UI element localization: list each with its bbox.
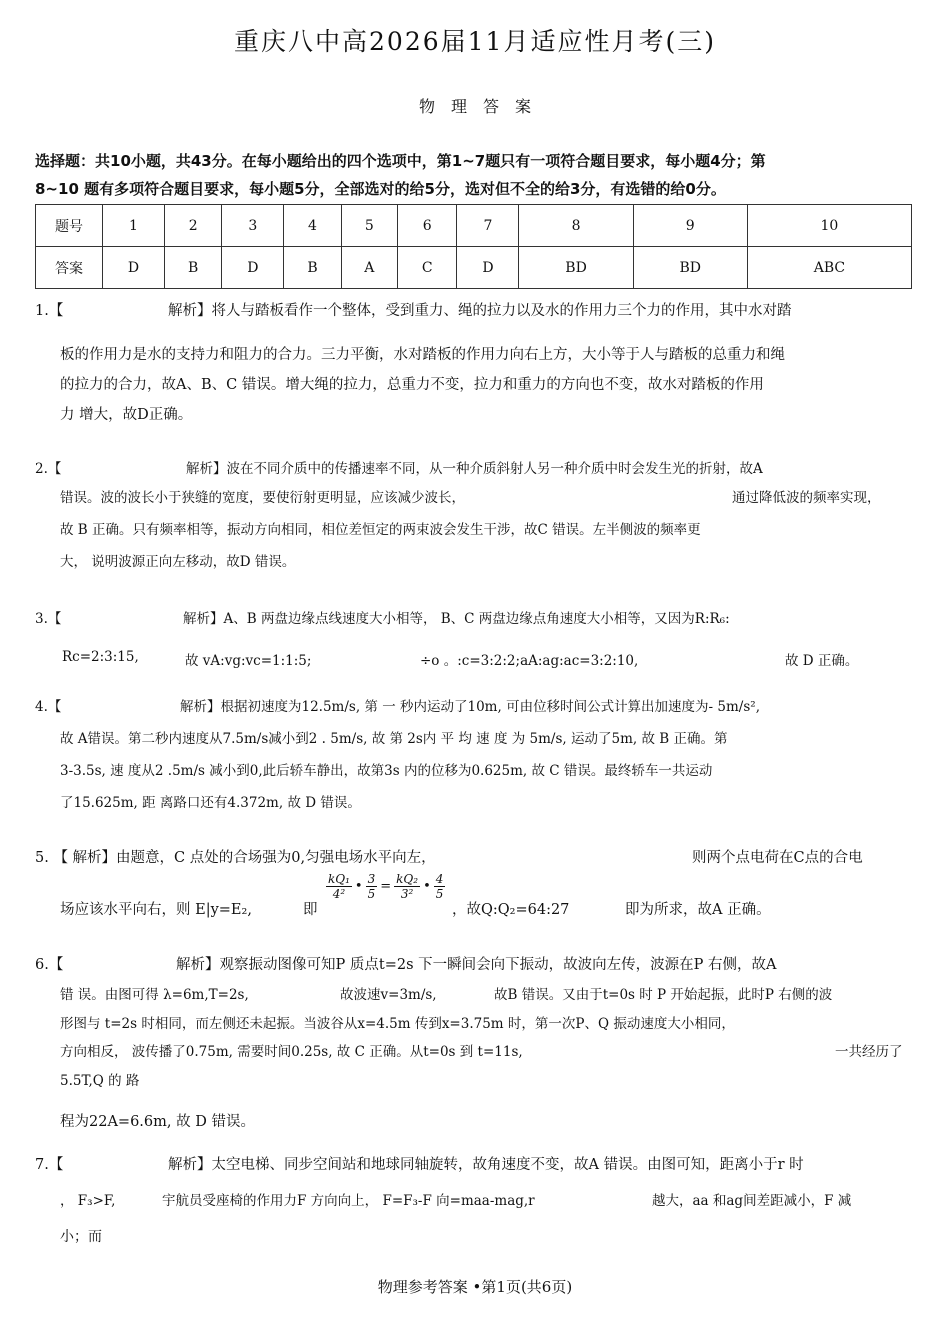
fraction-kq1-over-4sq [326, 872, 352, 901]
multiply-dot: • [354, 879, 363, 894]
q5-line-1a: 5. 【 解析】由题意，C 点处的合场强为0,匀强电场水平向左， [35, 850, 436, 866]
fraction-denominator: 4² [332, 887, 346, 901]
q2-line-1: 解析】波在不同介质中的传播速率不同，从一种介质斜射人另一种介质中时会发生光的折射，故A [186, 461, 763, 477]
q7-line-1: 解析】太空电梯、同步空间站和地球同轴旋转，故角速度不变，故A 错误。由图可知，距离小于r 时 [168, 1157, 804, 1173]
q3-line-1: 解析】A、B 两盘边缘点线速度大小相等， B、C 两盘边缘点角速度大小相等，又因为R:R₆: [183, 611, 730, 627]
q4-line-2: 故 A错误。第二秒内速度从7.5m/s减小到2 . 5m/s, 故 第 2s内 平 均 速 度 为 5m/s, 运动了5m, 故 B 正确。第 [60, 731, 728, 747]
table-cell-number: 2 [165, 205, 222, 247]
table-row-label-answers: 答案 [36, 247, 103, 289]
q6-line-5: 5.5T,Q 的 路 [60, 1073, 140, 1089]
q3-line-2b: 故 vA:vg:vc=1:1:5; [185, 653, 312, 669]
q2-line-4: 大， 说明波源正向左移动，故D 错误。 [60, 554, 296, 570]
q6-line-6: 程为22A=6.6m, 故 D 错误。 [60, 1114, 255, 1130]
q6-line-1: 解析】观察振动图像可知P 质点t=2s 下一瞬间会向下振动，故波向左传，波源在P 右侧，故A [176, 957, 777, 973]
table-cell-number: 1 [103, 205, 165, 247]
intro-line-2: 8~10 题有多项符合题目要求，每小题5分，全部选对的给5分，选对但不全的给3分，有选错的给0分。 [35, 180, 726, 198]
q4-line-1: 解析】根据初速度为12.5m/s, 第 一 秒内运动了10m, 可由位移时间公式计算出加速度为- 5m/s², [180, 699, 760, 715]
q3-line-2a: Rc=2:3:15, [62, 649, 139, 665]
q1-line-2: 板的作用力是水的支持力和阻力的合力。三力平衡，水对踏板的作用力向右上方，大小等于人与踏板的总重力和绳 [60, 347, 785, 363]
q6-number: 6.【 [35, 957, 64, 973]
q6-line-2a: 错 误。由图可得 λ=6m,T=2s, [60, 987, 249, 1003]
q7-number: 7.【 [35, 1157, 64, 1173]
q3-line-2d: 故 D 正确。 [785, 653, 859, 669]
table-cell-number: 5 [341, 205, 397, 247]
q5-line-2b: 即 [303, 902, 318, 918]
table-cell-number: 3 [222, 205, 284, 247]
fraction-numerator: 3 [367, 872, 376, 886]
fraction-numerator: kQ₂ [396, 872, 419, 886]
table-cell-answer: ABC [747, 247, 911, 289]
table-cell-answer: D [103, 247, 165, 289]
table-row-numbers [36, 205, 912, 247]
table-cell-answer: A [341, 247, 397, 289]
q2-number: 2.【 [35, 461, 62, 477]
q5-line-2d: 即为所求，故A 正确。 [625, 902, 771, 918]
fraction-4-over-5 [434, 872, 446, 901]
q6-line-4b: 一共经历了 [835, 1044, 903, 1060]
q4-number: 4.【 [35, 699, 62, 715]
table-row-label-numbers: 题号 [36, 205, 103, 247]
table-cell-answer: BD [633, 247, 747, 289]
table-cell-answer: C [398, 247, 457, 289]
fraction-kq2-over-3sq [394, 872, 420, 901]
q6-line-3: 形图与 t=2s 时相同，而左侧还未起振。当波谷从x=4.5m 传到x=3.75m 时，第一次P、Q 振动速度大小相同， [60, 1016, 735, 1032]
q7-line-2b: 宇航员受座椅的作用力F 方向向上， F=F₃-F 向=maa-mag,r [162, 1193, 535, 1209]
table-cell-number: 7 [457, 205, 519, 247]
q2-line-2a: 错误。波的波长小于狭缝的宽度，要使衍射更明显，应该减少波长， [60, 490, 465, 506]
q1-line-3: 的拉力的合力，故A、B、C 错误。增大绳的拉力，总重力不变，拉力和重力的方向也不变，故水对踏板的作用 [60, 377, 764, 393]
table-cell-number: 10 [747, 205, 911, 247]
equals-sign: = [380, 879, 392, 894]
table-cell-answer: B [165, 247, 222, 289]
table-row-answers [36, 247, 912, 289]
table-cell-answer: D [457, 247, 519, 289]
q7-line-2a: ， F₃>F, [60, 1193, 116, 1209]
q1-line-4: 力 增大，故D正确。 [60, 407, 193, 423]
q5-line-2c: ，故Q:Q₂=64:27 [452, 902, 570, 918]
q3-number: 3.【 [35, 611, 62, 627]
fraction-denominator: 5 [367, 887, 376, 901]
q7-line-3: 小；而 [60, 1229, 102, 1245]
q2-line-3: 故 B 正确。只有频率相等，振动方向相同，相位差恒定的两束波会发生干涉，故C 错误。左半侧波的频率更 [60, 522, 701, 538]
q3-line-2c: ÷o 。:c=3:2:2;aA:ag:ac=3:2:10, [420, 653, 639, 669]
fraction-numerator: 4 [435, 872, 444, 886]
fraction-numerator: kQ₁ [328, 872, 350, 886]
q1-line-1: 解析】将人与踏板看作一个整体，受到重力、绳的拉力以及水的作用力三个力的作用，其中水对踏 [168, 303, 792, 319]
q5-formula [326, 872, 445, 901]
page-title: 重庆八中高2026届11月适应性月考(三) [234, 27, 716, 56]
q4-line-3: 3-3.5s, 速 度从2 .5m/s 减小到0,此后轿车静出，故第3s 内的位移为0.625m, 故 C 错误。最终轿车一共运动 [60, 763, 713, 779]
table-cell-number: 9 [633, 205, 747, 247]
q7-line-2c: 越大，aa 和ag间差距减小，F 减 [652, 1193, 852, 1209]
q2-line-2b: 通过降低波的频率实现， [732, 490, 881, 506]
q1-number: 1.【 [35, 303, 64, 319]
multiply-dot: • [423, 879, 431, 894]
table-cell-answer: D [222, 247, 284, 289]
fraction-3-over-5 [366, 872, 378, 901]
fraction-denominator: 3² [400, 887, 414, 901]
table-cell-number: 4 [284, 205, 341, 247]
q5-line-2a: 场应该水平向右，则 E|y=E₂, [60, 902, 252, 918]
page-footer: 物理参考答案 •第1页(共6页) [377, 1278, 573, 1296]
q5-line-1b: 则两个点电荷在C点的合电 [692, 850, 863, 866]
page-subtitle: 物 理 答 案 [418, 97, 531, 116]
q6-line-2c: 故B 错误。又由于t=0s 时 P 开始起振，此时P 右侧的波 [494, 987, 833, 1003]
table-cell-answer: B [284, 247, 341, 289]
intro-line-1: 选择题：共10小题，共43分。在每小题给出的四个选项中，第1~7题只有一项符合题目要求，每小题4分；第 [35, 152, 766, 170]
q6-line-2b: 故波速v=3m/s, [340, 987, 437, 1003]
table-cell-answer: BD [519, 247, 633, 289]
table-cell-number: 8 [519, 205, 633, 247]
answer-table [35, 204, 912, 289]
fraction-denominator: 5 [435, 887, 444, 901]
q6-line-4a: 方向相反， 波传播了0.75m, 需要时间0.25s, 故 C 正确。从t=0s 到 t=11s, [60, 1044, 523, 1060]
q4-line-4: 了15.625m, 距 离路口还有4.372m, 故 D 错误。 [60, 795, 361, 811]
table-cell-number: 6 [398, 205, 457, 247]
